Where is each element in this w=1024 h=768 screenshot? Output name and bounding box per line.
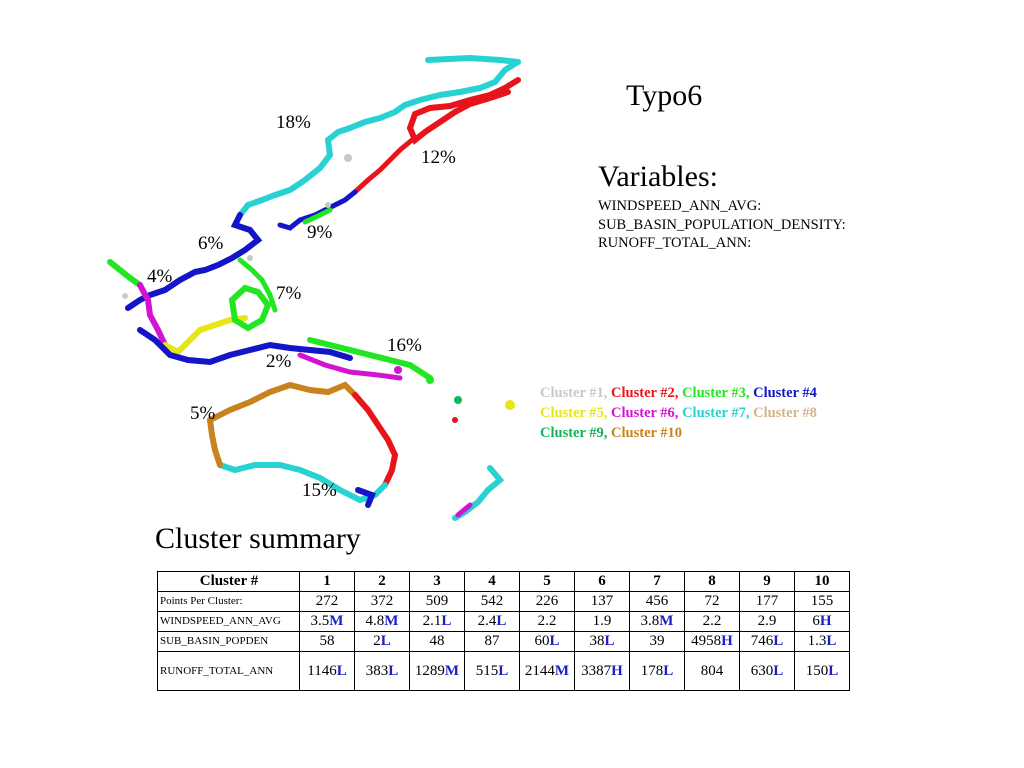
- cell-value: 2.1: [422, 613, 442, 629]
- variables-heading: Variables:: [598, 160, 718, 193]
- legend-item: Cluster #9,: [540, 425, 608, 441]
- cluster-summary-table: [157, 571, 850, 691]
- map-label-pct: 15%: [302, 480, 337, 501]
- cell-value: 3387: [581, 662, 612, 679]
- cell-value: 372: [370, 593, 394, 609]
- table-cell: [795, 612, 850, 632]
- map-label-pct: 2%: [266, 351, 292, 372]
- cell-level: H: [721, 633, 733, 649]
- cell-level: L: [498, 662, 509, 679]
- table-header-label: Cluster #: [158, 572, 300, 592]
- cell-value: 72: [704, 593, 720, 609]
- legend-item: Cluster #7,: [682, 405, 750, 421]
- table-cell: [685, 652, 740, 691]
- table-header-cell: 4: [465, 572, 520, 592]
- cell-value: 2: [373, 633, 381, 649]
- legend-item: Cluster #8: [753, 405, 817, 421]
- cell-value: 1.3: [807, 633, 827, 649]
- table-cell: [520, 612, 575, 632]
- cell-value: 178: [640, 662, 664, 679]
- cell-level: L: [773, 633, 784, 649]
- cell-value: 383: [365, 662, 389, 679]
- coast-indochina: [165, 318, 245, 352]
- table-cell: [300, 632, 355, 652]
- cell-level: M: [384, 613, 399, 629]
- map-label-pct: 5%: [190, 403, 216, 424]
- table-row-label: SUB_BASIN_POPDEN: [158, 632, 300, 652]
- table-cell: [575, 592, 630, 612]
- island: [122, 293, 128, 299]
- cell-value: 155: [810, 593, 834, 609]
- cell-value: 4958: [691, 633, 722, 649]
- legend-item: Cluster #4: [753, 385, 817, 401]
- table-cell: [740, 652, 795, 691]
- cell-value: 746: [750, 633, 774, 649]
- table-cell: [355, 592, 410, 612]
- cell-value: 804: [700, 662, 724, 679]
- cell-value: 272: [315, 593, 339, 609]
- table-cell: [630, 592, 685, 612]
- island: [454, 396, 462, 404]
- cell-level: H: [611, 662, 623, 679]
- table-cell: [630, 612, 685, 632]
- cell-level: L: [496, 613, 507, 629]
- table-cell: [630, 652, 685, 691]
- cell-value: 6: [812, 613, 820, 629]
- cell-value: 38: [589, 633, 605, 649]
- island: [344, 154, 352, 162]
- table-header-cell: 2: [355, 572, 410, 592]
- table-header-row: [158, 572, 850, 592]
- table-header-cell: 8: [685, 572, 740, 592]
- cell-value: 2.4: [477, 613, 497, 629]
- table-cell: [410, 652, 465, 691]
- table-cell: [465, 592, 520, 612]
- table-header-cell: 6: [575, 572, 630, 592]
- cell-level: M: [444, 662, 460, 679]
- coast-sakhalin: [355, 140, 412, 192]
- table-cell: [465, 652, 520, 691]
- table-row: [158, 632, 850, 652]
- table-cell: [355, 632, 410, 652]
- map-label-pct: 6%: [198, 233, 224, 254]
- table-cell: [795, 592, 850, 612]
- cell-value: 2144: [524, 662, 555, 679]
- table-cell: [685, 632, 740, 652]
- table-cell: [355, 652, 410, 691]
- table-cell: [575, 652, 630, 691]
- cell-value: 3.5: [310, 613, 330, 629]
- cell-level: L: [604, 633, 615, 649]
- table-row-label: Points Per Cluster:: [158, 592, 300, 612]
- table-cell: [410, 592, 465, 612]
- table-cell: [685, 592, 740, 612]
- variables-list: [598, 197, 846, 253]
- cell-level: L: [388, 662, 399, 679]
- map-label-pct: 18%: [276, 112, 311, 133]
- coast-siberia: [240, 128, 350, 215]
- variable-item: RUNOFF_TOTAL_ANN:: [598, 235, 752, 251]
- table-cell: [300, 612, 355, 632]
- table-header-cell: 10: [795, 572, 850, 592]
- cell-value: 515: [475, 662, 499, 679]
- cell-value: 630: [750, 662, 774, 679]
- variable-item: SUB_BASIN_POPULATION_DENSITY:: [598, 216, 846, 233]
- cell-level: L: [380, 633, 391, 649]
- table-row-label: RUNOFF_TOTAL_ANN: [158, 652, 300, 691]
- table-cell: [575, 632, 630, 652]
- page-title: Typo6: [626, 79, 703, 112]
- table-cell: [300, 592, 355, 612]
- coast-borneo: [232, 288, 268, 328]
- cell-value: 1289: [414, 662, 445, 679]
- table-header-cell: 9: [740, 572, 795, 592]
- table-cell: [795, 652, 850, 691]
- coast-australia-west: [210, 420, 220, 465]
- cell-value: 542: [480, 593, 504, 609]
- cell-value: 3.8: [640, 613, 660, 629]
- cluster-map: [100, 50, 530, 530]
- table-cell: [410, 612, 465, 632]
- legend-item: Cluster #3,: [682, 385, 750, 401]
- table-cell: [300, 652, 355, 691]
- cell-level: M: [659, 613, 674, 629]
- cell-value: 150: [805, 662, 829, 679]
- cell-level: L: [336, 662, 347, 679]
- legend-item: Cluster #2,: [611, 385, 679, 401]
- summary-heading: Cluster summary: [155, 522, 361, 555]
- cell-value: 1146: [307, 662, 337, 679]
- island: [394, 366, 402, 374]
- table-row: [158, 592, 850, 612]
- cell-value: 48: [429, 633, 445, 649]
- table-cell: [410, 632, 465, 652]
- legend-item: Cluster #6,: [611, 405, 679, 421]
- cell-value: 2.2: [702, 613, 722, 629]
- island: [247, 255, 253, 261]
- table-header-cell: 7: [630, 572, 685, 592]
- cell-level: L: [826, 633, 837, 649]
- variable-item: WINDSPEED_ANN_AVG:: [598, 198, 762, 214]
- cell-level: L: [441, 613, 452, 629]
- table-row-label: WINDSPEED_ANN_AVG: [158, 612, 300, 632]
- cell-value: 2.2: [537, 613, 557, 629]
- cell-level: M: [329, 613, 344, 629]
- cell-value: 39: [649, 633, 665, 649]
- table-cell: [685, 612, 740, 632]
- legend-item: Cluster #5,: [540, 405, 608, 421]
- table-header-cell: 5: [520, 572, 575, 592]
- table-cell: [465, 612, 520, 632]
- cell-value: 2.9: [757, 613, 777, 629]
- table-cell: [740, 592, 795, 612]
- cluster-legend: [540, 383, 817, 443]
- table-cell: [575, 612, 630, 632]
- table-header-cell: 3: [410, 572, 465, 592]
- table-header-cell: 1: [300, 572, 355, 592]
- cell-level: L: [663, 662, 674, 679]
- legend-item: Cluster #10: [611, 425, 683, 441]
- table-cell: [520, 652, 575, 691]
- cell-value: 58: [319, 633, 335, 649]
- cell-level: L: [549, 633, 560, 649]
- table-cell: [630, 632, 685, 652]
- table-cell: [740, 612, 795, 632]
- cell-value: 509: [425, 593, 449, 609]
- cell-value: 226: [535, 593, 559, 609]
- table-cell: [465, 632, 520, 652]
- table-row: [158, 652, 850, 691]
- cell-value: 4.8: [365, 613, 385, 629]
- coast-india-east: [110, 262, 140, 285]
- cell-level: H: [819, 613, 832, 629]
- table-cell: [355, 612, 410, 632]
- table-cell: [795, 632, 850, 652]
- map-label-pct: 7%: [276, 283, 302, 304]
- cell-value: 456: [645, 593, 669, 609]
- island: [452, 417, 458, 423]
- table-cell: [520, 632, 575, 652]
- map-label-pct: 4%: [147, 266, 173, 287]
- coast-australia-east: [355, 395, 395, 485]
- island: [505, 400, 515, 410]
- cell-level: M: [554, 662, 570, 679]
- coast-australia-north: [210, 385, 355, 420]
- cell-value: 137: [590, 593, 614, 609]
- legend-item: Cluster #1,: [540, 385, 608, 401]
- table-cell: [520, 592, 575, 612]
- island: [325, 202, 331, 208]
- table-row: [158, 612, 850, 632]
- cell-value: 1.9: [592, 613, 612, 629]
- map-label-pct: 9%: [307, 222, 333, 243]
- coast-kamchatka: [428, 58, 518, 62]
- map-label-pct: 12%: [421, 147, 456, 168]
- island: [426, 376, 434, 384]
- cell-value: 60: [534, 633, 550, 649]
- map-label-pct: 16%: [387, 335, 422, 356]
- cell-value: 177: [755, 593, 779, 609]
- cell-level: L: [773, 662, 784, 679]
- table-cell: [740, 632, 795, 652]
- cell-level: L: [828, 662, 839, 679]
- cell-value: 87: [484, 633, 500, 649]
